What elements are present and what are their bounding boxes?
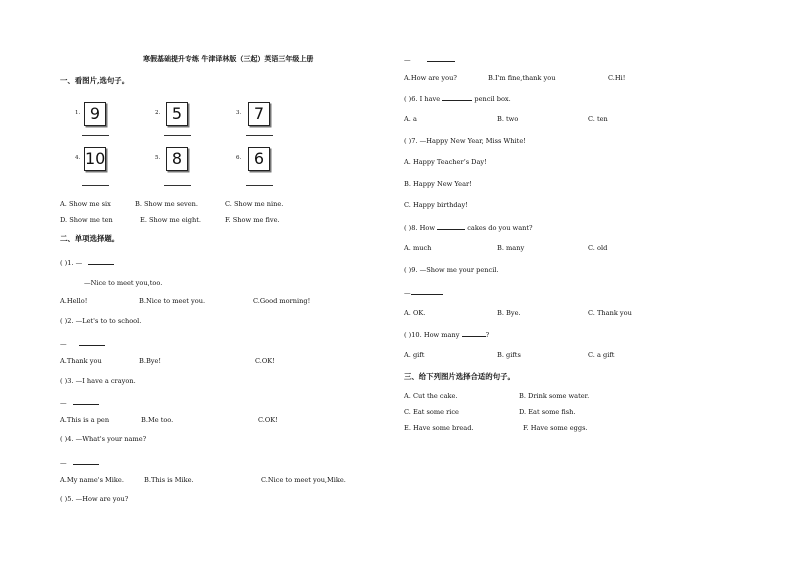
q3-blank[interactable] [73,398,99,405]
part3-option-e: E. Have some bread. [404,424,474,432]
q7-option-a: A. Happy Teacher’s Day! [404,158,487,166]
q8-option-c: C. old [588,244,608,252]
q2-reply [60,339,105,348]
q10-stem [404,330,489,339]
part2-heading: 二、单项选择题。 [60,234,120,243]
q10-option-c: C. a gift [588,351,615,359]
part1-option-a: A. Show me six [60,200,111,208]
q8-stem [404,223,533,232]
q8-option-b: B. many [497,244,525,252]
q5-dash: — [404,56,411,64]
q1-option-a: A.Hello! [60,297,88,305]
q3-reply [60,398,99,407]
q7-option-b: B. Happy New Year! [404,180,472,188]
picture-1-card [84,102,106,126]
q10-stem-post: ? [485,331,490,339]
picture-4-card [84,147,106,171]
q1-stem [60,258,114,267]
picture-6-digit: 6 [253,149,265,168]
part1-option-e: E. Show me eight. [140,216,201,224]
picture-4-digit: 10 [85,149,106,168]
q4-option-c: C.Nice to meet you,Mike. [261,476,346,484]
part1-option-d: D. Show me ten [60,216,113,224]
q2-option-a: A.Thank you [60,357,102,365]
q6-blank[interactable] [442,94,472,101]
page-title: 寒假基础提升专练 牛津译林版（三起）英语三年级上册 [143,54,314,63]
q8-option-a: A. much [404,244,432,252]
q4-dash: — [60,459,67,467]
q7-stem: ( )7. —Happy New Year, Miss White! [404,137,526,145]
picture-1-label: 1. [75,110,81,116]
q6-option-b: B. two [497,115,519,123]
q9-option-c: C. Thank you [588,309,632,317]
part3-heading: 三、给下列图片选择合适的句子。 [404,372,515,381]
part3-option-f: F. Have some eggs. [523,424,588,432]
picture-2-digit: 5 [171,104,183,123]
picture-2-card [166,102,188,126]
picture-5-digit: 8 [171,149,183,168]
q3-option-b: B.Me too. [141,416,174,424]
picture-6-label: 6. [236,155,242,161]
q2-dash: — [60,340,67,348]
q9-option-a: A. OK. [404,309,426,317]
q3-option-a: A.This is a pen [60,416,110,424]
part3-option-b: B. Drink some water. [519,392,590,400]
q5-option-a: A.How are you? [404,74,457,82]
q3-stem: ( )3. —I have a crayon. [60,377,136,385]
part1-option-b: B. Show me seven. [135,200,199,208]
q10-option-a: A. gift [404,351,425,359]
picture-4-label: 4. [75,155,81,161]
q1-stem-text: ( )1. — [60,259,83,267]
q6-stem [404,94,511,103]
picture-1-answer-line [82,135,109,136]
q3-dash: — [60,399,67,407]
picture-5-card [166,147,188,171]
picture-5-answer-line [164,185,191,186]
q8-stem-post: cakes do you want? [467,224,533,232]
q6-option-c: C. ten [588,115,608,123]
part1-heading: 一、看图片,选句子。 [60,76,130,85]
q1-reply: —Nice to meet you,too. [84,279,163,287]
picture-5-label: 5. [155,155,161,161]
picture-3-digit: 7 [253,104,265,123]
q5-option-b: B.I'm fine,thank you [488,74,556,82]
picture-1-digit: 9 [89,104,101,123]
part3-option-c: C. Eat some rice [404,408,459,416]
picture-3-card [248,102,270,126]
q8-blank[interactable] [437,223,465,230]
q1-blank[interactable] [88,258,114,265]
picture-2-label: 2. [155,110,161,116]
q9-stem: ( )9. —Show me your pencil. [404,266,499,274]
part1-option-c: C. Show me nine. [225,200,284,208]
q4-option-b: B.This is Mike. [144,476,194,484]
q9-reply [404,288,443,297]
q6-stem-pre: ( )6. I have [404,95,441,103]
picture-6-answer-line [246,185,273,186]
picture-3-answer-line [246,135,273,136]
q4-stem: ( )4. —What's your name? [60,435,147,443]
q10-option-b: B. gifts [497,351,521,359]
q9-dash: — [404,289,411,297]
q5-reply [404,55,455,64]
q4-reply [60,458,99,467]
q10-stem-pre: ( )10. How many [404,331,460,339]
q6-stem-post: pencil box. [474,95,511,103]
q4-option-a: A.My name's Mike. [60,476,124,484]
picture-4-answer-line [82,185,109,186]
q8-stem-pre: ( )8. How [404,224,435,232]
q5-option-c: C.Hi! [608,74,626,82]
q1-option-b: B.Nice to meet you. [139,297,206,305]
q2-option-c: C.OK! [255,357,275,365]
part3-option-d: D. Eat some fish. [519,408,576,416]
picture-2-answer-line [164,135,191,136]
q5-blank[interactable] [427,55,455,62]
q6-option-a: A. a [404,115,417,123]
q9-blank[interactable] [411,288,443,295]
q3-option-c: C.OK! [258,416,278,424]
part1-option-f: F. Show me five. [225,216,280,224]
q2-stem: ( )2. —Let's to to school. [60,317,142,325]
q7-option-c: C. Happy birthday! [404,201,468,209]
q10-blank[interactable] [462,330,486,337]
q5-stem: ( )5. —How are you? [60,495,129,503]
q4-blank[interactable] [73,458,99,465]
q2-blank[interactable] [79,339,105,346]
part3-option-a: A. Cut the cake. [404,392,458,400]
picture-6-card [248,147,270,171]
q2-option-b: B.Bye! [139,357,162,365]
q9-option-b: B. Bye. [497,309,521,317]
q1-option-c: C.Good morning! [253,297,311,305]
picture-3-label: 3. [236,110,242,116]
